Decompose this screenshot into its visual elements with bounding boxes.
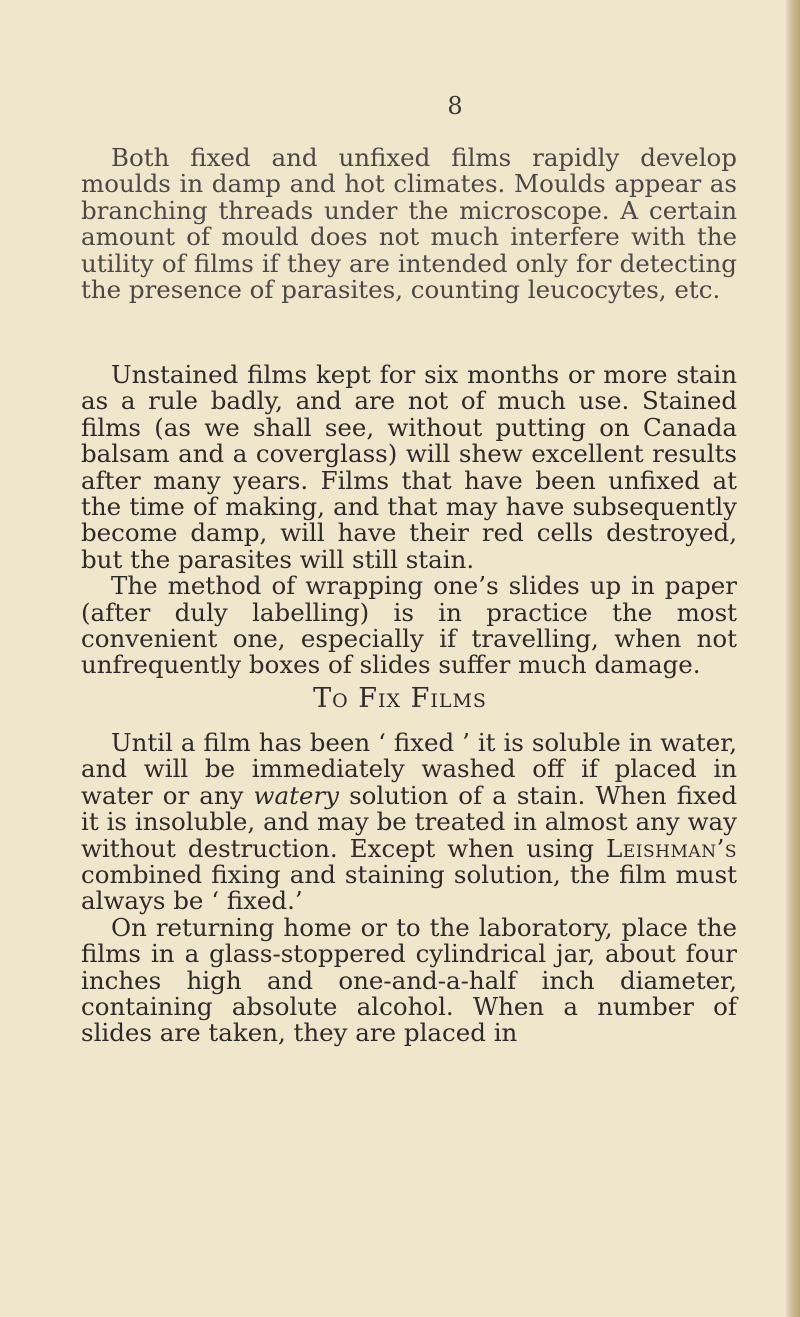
emphasis-text: watery (253, 780, 340, 810)
section-heading: To Fix Films (313, 683, 487, 714)
paragraph-moulds (81, 145, 737, 303)
paragraph: Both fixed and unfixed films rapidly develop moulds in damp and hot climates. Moulds appear as branching threads under the microscope. A certain amount of mould does not much interfere with the utility of films if they are intended only for detecting the presence of parasites, counting leucocytes, etc. (81, 143, 737, 305)
page-edge (786, 0, 800, 1317)
section-body-fix-films (81, 730, 737, 1047)
paragraph-group-storage (81, 362, 737, 679)
person-name: Leishman’s (606, 833, 737, 863)
paragraph: The method of wrapping one’s slides up in paper (after duly labelling) is in practice the most convenient one, especially if travelling, when not unfrequently boxes of slides suffer much damage. (81, 571, 737, 680)
text-run: Until a film has been ‘ fixed ’ it is soluble in water, and will be immediately washed off if placed in water or any (81, 728, 737, 810)
paragraph: On returning home or to the laboratory, place the films in a glass-stoppered cylindrical jar, about four inches high and one-and-a-half inch diameter, containing absolute alcohol. When a number of slides are taken, they are placed in (81, 912, 737, 1048)
paragraph (81, 730, 737, 915)
text-run: solution of a stain. When fixed it is insoluble, and may be treated in almost any way without destruction. Except when using (81, 780, 738, 863)
page-number: 8 (447, 92, 463, 120)
text-run: combined fixing and staining solution, the film must always be ‘ fixed.’ (81, 860, 737, 916)
paragraph: Unstained films kept for six months or more stain as a rule badly, and are not of much use. Stained films (as we shall see, without putting on Canada balsam and a coverglass) will shew excellent results after many years. Films that have been unfixed at the time of making, and that may have subsequently become damp, will have their red cells destroyed, but the parasites will still stain. (81, 360, 737, 574)
